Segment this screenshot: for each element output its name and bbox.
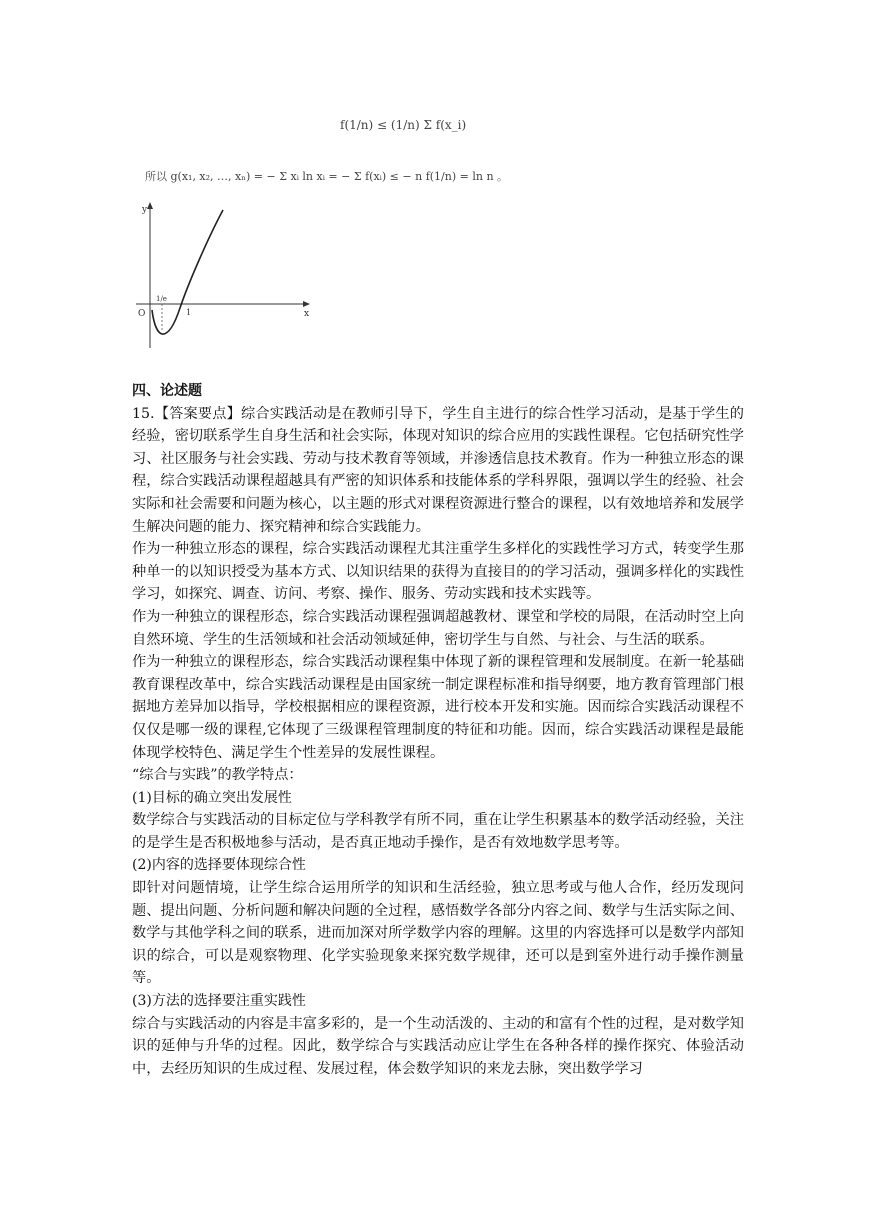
- paragraph: 作为一种独立形态的课程，综合实践活动课程尤其注重学生多样化的实践性学习方式，转变学生那种单一的以知识授受为基本方式、以知识结果的获得为直接目的的学习活动，强调多样化的实践性学习，如探究、调查、访问、考察、操作、服务、劳动实践和技术实践等。: [132, 541, 744, 603]
- origin-label: O: [138, 309, 146, 319]
- tick-label-1: 1: [186, 308, 192, 317]
- subheading: (2)内容的选择要体现综合性: [132, 857, 306, 874]
- y-axis-arrow: [147, 202, 153, 209]
- y-axis-label: y: [142, 205, 148, 215]
- tick-label-1e: 1/e: [156, 295, 167, 303]
- x-axis-arrow: [303, 301, 310, 307]
- subheading: (3)方法的选择要注重实践性: [132, 993, 306, 1010]
- paragraph: 即针对问题情境，让学生综合运用所学的知识和生活经验，独立思考或与他人合作，经历发现问题、提出问题、分析问题和解决问题的全过程，感悟数学各部分内容之间、数学与生活实际之间、数学与其他学科之间的联系，进而加深对所学数学内容的理解。这里的内容选择可以是数学内部知识的综合，可以是观察物理、化学实验现象来探究数学规律，还可以是到室外进行动手操作测量等。: [132, 880, 744, 987]
- formula-inequality: f(1/n) ≤ (1/n) Σ f(x_i): [340, 118, 467, 132]
- formula-conclusion: 所以 g(x₁, x₂, …, xₙ) = − Σ xᵢ ln xᵢ = − Σ f(xᵢ) ≤ − n f(1/n) = ln n 。: [145, 170, 509, 183]
- paragraph: 作为一种独立的课程形态，综合实践活动课程集中体现了新的课程管理和发展制度。在新一轮基础教育课程改革中，综合实践活动课程是由国家统一制定课程标准和指导纲要，地方教育管理部门根据地方差异加以指导，学校根据相应的课程资源，进行校本开发和实施。因而综合实践活动课程不仅仅是哪一级的课程,它体现了三级课程管理制度的特征和功能。因而，综合实践活动课程是最能体现学校特色、满足学生个性差异的发展性课程。: [132, 654, 744, 761]
- paragraph: 数学综合与实践活动的目标定位与学科教学有所不同，重在让学生积累基本的数学活动经验，关注的是学生是否积极地参与活动，是否真正地动手操作，是否有效地数学思考等。: [132, 812, 744, 851]
- x-axis-label: x: [304, 309, 310, 319]
- subheading: “综合与实践”的教学特点：: [132, 767, 303, 784]
- paragraph: 作为一种独立的课程形态，综合实践活动课程强调超越教材、课堂和学校的局限，在活动时空上向自然环境、学生的生活领域和社会活动领域延伸，密切学生与自然、与社会、与生活的联系。: [132, 608, 744, 648]
- essay-section: [132, 380, 744, 1080]
- paragraph: 综合与实践活动的内容是丰富多彩的，是一个生动活泼的、主动的和富有个性的过程，是对数学知识的延伸与升华的过程。因此，数学综合与实践活动应让学生在各种各样的操作探究、体验活动中，去经历知识的生成过程、发展过程，体会数学知识的来龙去脉，突出数学学习: [132, 1015, 744, 1077]
- function-graph: [128, 198, 328, 358]
- paragraph: 15.【答案要点】综合实践活动是在教师引导下，学生自主进行的综合性学习活动，是基于学生的经验，密切联系学生自身生活和社会实际，体现对知识的综合应用的实践性课程。它包括研究性学习、社区服务与社会实践、劳动与技术教育等领域，并渗透信息技术教育。作为一种独立形态的课程，综合实践活动课程超越具有严密的知识体系和技能体系的学科界限，强调以学生的经验、社会实际和社会需要和问题为核心，以主题的形式对课程资源进行整合的课程，以有效地培养和发展学生解决问题的能力、探究精神和综合实践能力。: [132, 405, 744, 535]
- subheading: (1)目标的确立突出发展性: [132, 789, 292, 806]
- section-heading: 四、论述题: [132, 383, 202, 399]
